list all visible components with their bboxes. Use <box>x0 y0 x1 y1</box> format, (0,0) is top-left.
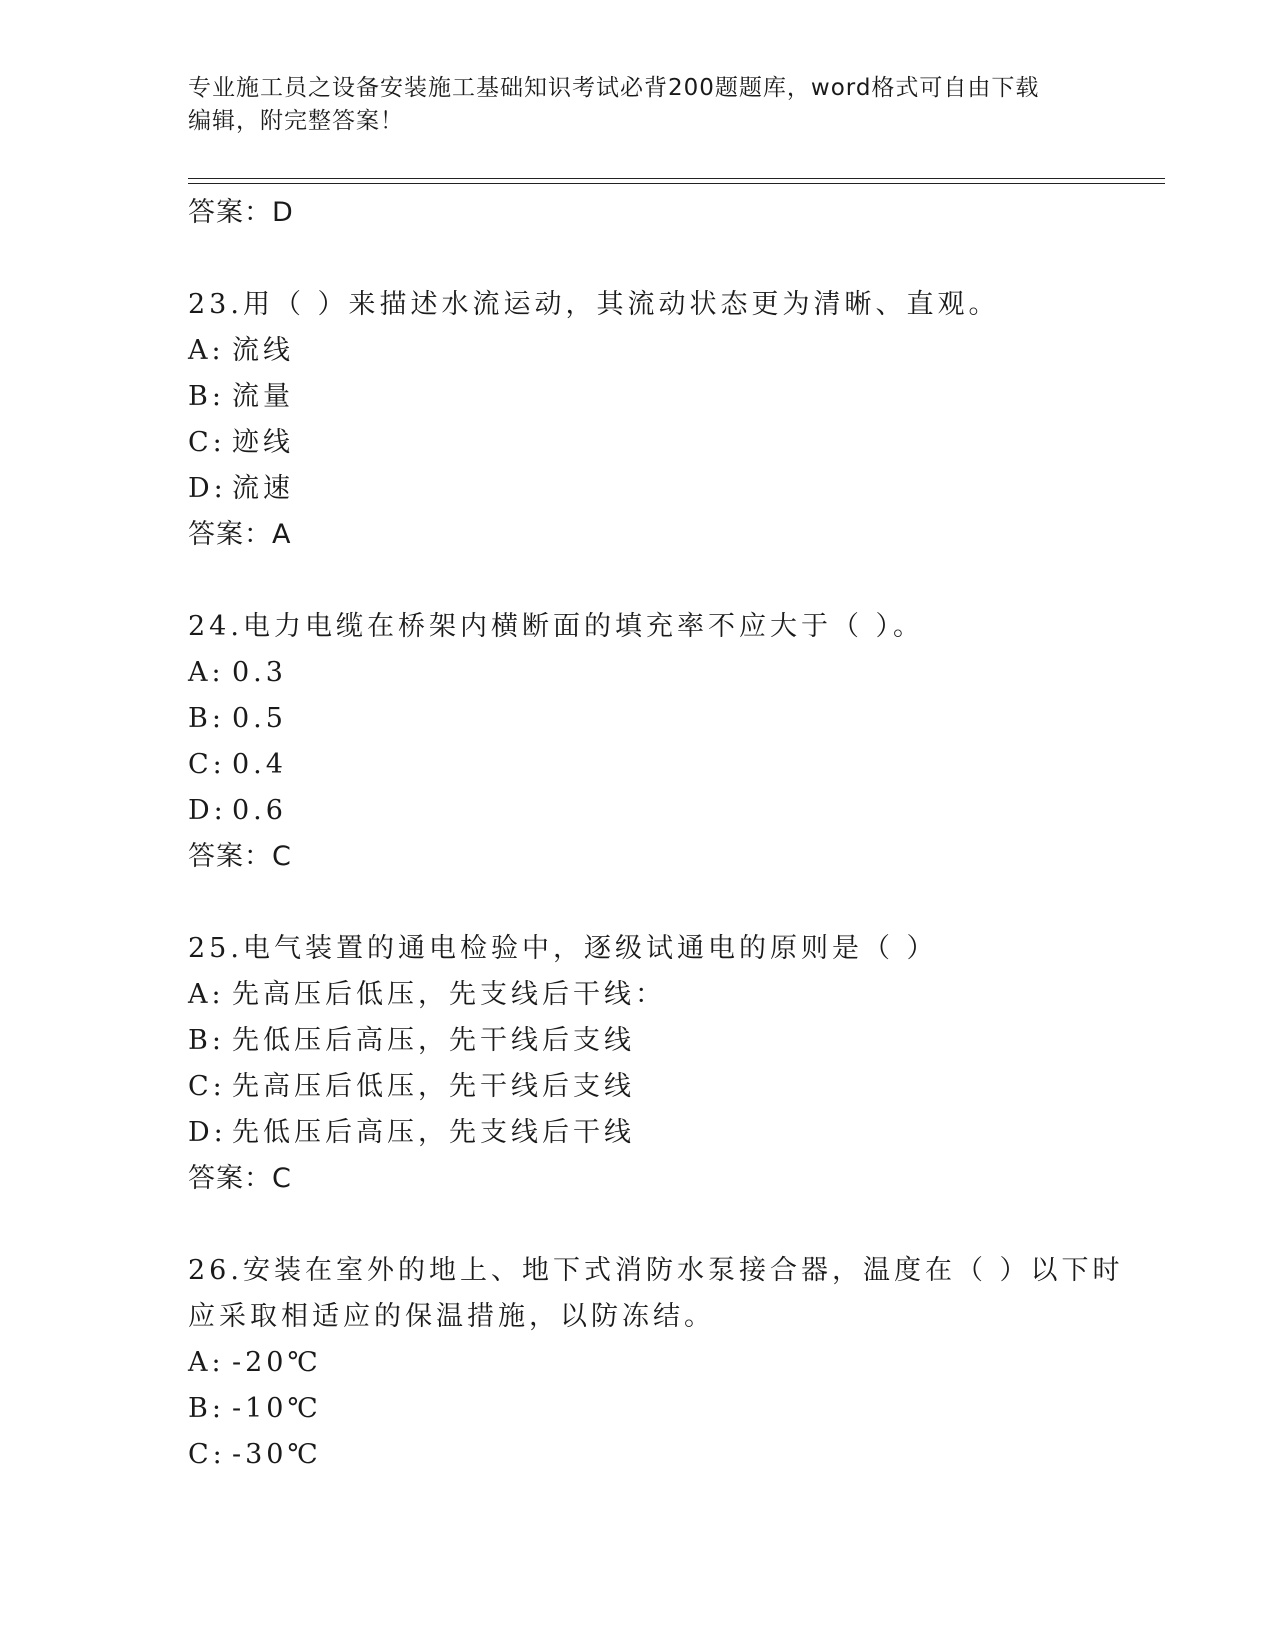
option-text: 先高压后低压，先干线后支线 <box>232 1071 635 1102</box>
question-item <box>188 1248 1148 1478</box>
option-c <box>188 742 1148 788</box>
answer-line: 答案：A <box>188 519 292 550</box>
option-text: 先低压后高压，先支线后干线 <box>232 1117 635 1148</box>
option-c <box>188 1064 1148 1110</box>
option-letter: D: <box>188 1117 227 1148</box>
option-a <box>188 972 1148 1018</box>
option-letter: D: <box>188 795 227 826</box>
option-b <box>188 696 1148 742</box>
option-a <box>188 650 1148 696</box>
question-stem: 24.电力电缆在桥架内横断面的填充率不应大于（ ）。 <box>188 611 925 642</box>
question-stem: 23.用（ ）来描述水流运动，其流动状态更为清晰、直观。 <box>188 289 1000 320</box>
option-text: -30℃ <box>232 1439 322 1470</box>
question-item <box>188 282 1148 604</box>
question-stem-line-2: 应采取相适应的保温措施，以防冻结。 <box>188 1301 715 1332</box>
option-text: -20℃ <box>232 1347 322 1378</box>
header-divider-bottom <box>188 183 1165 184</box>
option-text: 0.6 <box>232 795 287 826</box>
option-text: 0.4 <box>232 749 287 780</box>
option-letter: C: <box>188 1439 226 1470</box>
option-a <box>188 328 1148 374</box>
header-line-2: 编辑，附完整答案！ <box>188 108 404 134</box>
option-letter: A: <box>188 657 225 688</box>
option-letter: A: <box>188 335 225 366</box>
answer-line: 答案：D <box>188 197 294 228</box>
question-item <box>188 926 1148 1248</box>
question-item <box>188 604 1148 926</box>
document-header <box>188 72 1088 138</box>
option-a <box>188 1340 1148 1386</box>
option-text: 迹线 <box>232 427 294 458</box>
option-text: 流线 <box>232 335 294 366</box>
option-d <box>188 788 1148 834</box>
option-letter: A: <box>188 979 225 1010</box>
option-letter: B: <box>188 1025 225 1056</box>
option-text: 流量 <box>232 381 294 412</box>
option-letter: C: <box>188 749 226 780</box>
option-letter: A: <box>188 1347 225 1378</box>
question-stem-line-1: 26.安装在室外的地上、地下式消防水泵接合器，温度在（ ）以下时 <box>188 1255 1124 1286</box>
option-letter: B: <box>188 381 225 412</box>
option-text: 先低压后高压，先干线后支线 <box>232 1025 635 1056</box>
option-text: 先高压后低压，先支线后干线： <box>232 979 666 1010</box>
header-line-1: 专业施工员之设备安装施工基础知识考试必背200题题库，word格式可自由下载 <box>188 75 1040 101</box>
option-text: 0.5 <box>232 703 287 734</box>
option-text: -10℃ <box>232 1393 322 1424</box>
answer-line: 答案：C <box>188 1163 292 1194</box>
option-d <box>188 466 1148 512</box>
option-b <box>188 1018 1148 1064</box>
option-b <box>188 374 1148 420</box>
option-letter: C: <box>188 1071 226 1102</box>
option-b <box>188 1386 1148 1432</box>
option-text: 流速 <box>232 473 294 504</box>
option-letter: B: <box>188 703 225 734</box>
option-text: 0.3 <box>232 657 287 688</box>
question-list <box>188 190 1148 1478</box>
option-c <box>188 420 1148 466</box>
option-c <box>188 1432 1148 1478</box>
question-stem: 25.电气装置的通电检验中，逐级试通电的原则是（ ） <box>188 933 938 964</box>
answer-line: 答案：C <box>188 841 292 872</box>
option-letter: D: <box>188 473 227 504</box>
option-letter: B: <box>188 1393 225 1424</box>
option-d <box>188 1110 1148 1156</box>
option-letter: C: <box>188 427 226 458</box>
header-divider-top <box>188 178 1165 179</box>
